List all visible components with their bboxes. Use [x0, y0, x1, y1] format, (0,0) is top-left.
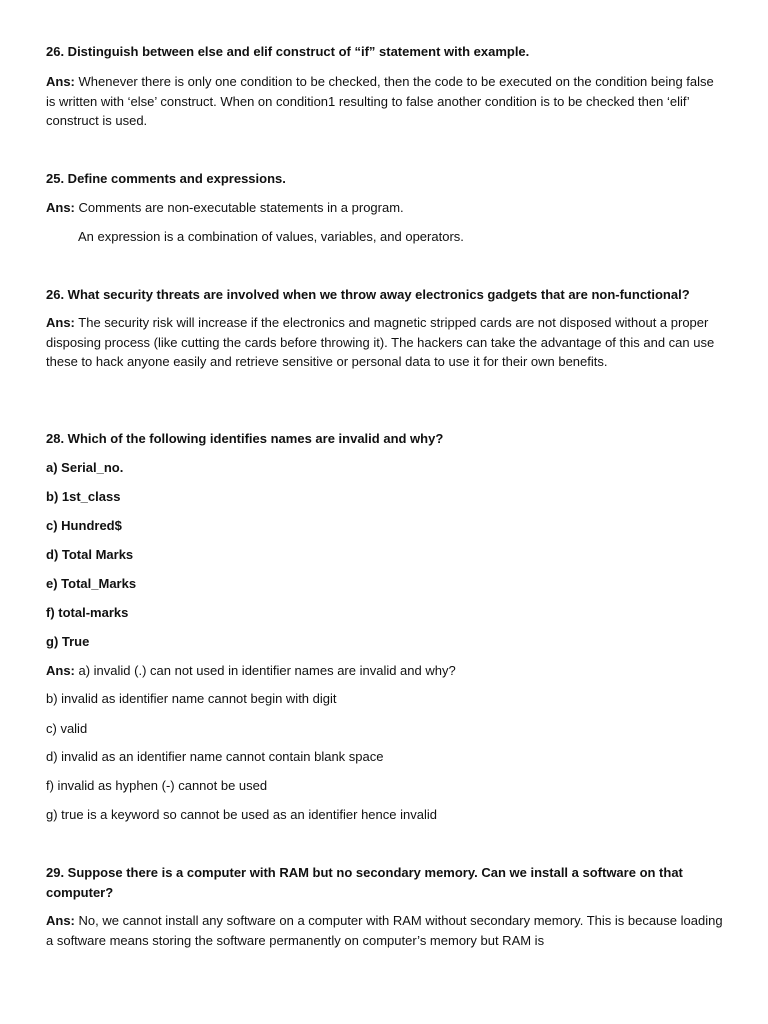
question-heading: 28. Which of the following identifies names are invalid and why? — [46, 431, 444, 446]
answer-paragraph — [46, 198, 726, 218]
answer-item: g) true is a keyword so cannot be used as an identifier hence invalid — [46, 807, 437, 822]
question-heading: 25. Define comments and expressions. — [46, 171, 286, 186]
question-heading: 26. What security threats are involved when we throw away electronics gadgets that are non-functional? — [46, 287, 690, 302]
answer-item: c) valid — [46, 721, 88, 736]
answer-item: d) invalid as an identifier name cannot contain blank space — [46, 749, 384, 764]
answer-text: The security risk will increase if the electronics and magnetic stripped cards are not disposed without a proper disposing process (like cutting the cards before throwing it). The hackers can take the advantage of this and can use these to hack anyone easily and retrieve sensitive or personal data to use it for their own benefits. — [46, 315, 715, 369]
question-heading: 26. Distinguish between else and elif construct of “if” statement with example. — [46, 44, 530, 59]
answer-label: Ans: — [46, 200, 75, 215]
answer-continuation: An expression is a combination of values, variables, and operators. — [78, 229, 464, 244]
answer-item: b) invalid as identifier name cannot begin with digit — [46, 691, 337, 706]
answer-paragraph — [46, 72, 726, 131]
answer-paragraph — [46, 911, 726, 950]
answer-text: No, we cannot install any software on a computer with RAM without secondary memory. This is because loading a software means storing the software permanently on computer’s memory but RAM is — [46, 913, 723, 948]
answer-text: a) invalid (.) can not used in identifier names are invalid and why? — [74, 663, 456, 678]
option-item: f) total-marks — [46, 605, 129, 620]
answer-text: Whenever there is only one condition to be checked, then the code to be executed on the condition being false is written with ‘else’ construct. When on condition1 resulting to false another condition is to be checked then ‘elif’ construct is used. — [46, 74, 714, 128]
option-item: g) True — [46, 634, 90, 649]
answer-paragraph — [46, 313, 726, 372]
option-item: d) Total Marks — [46, 547, 134, 562]
option-item: a) Serial_no. — [46, 460, 124, 475]
answer-label: Ans: — [46, 74, 75, 89]
answer-label: Ans: — [46, 315, 75, 330]
answer-label: Ans: — [46, 663, 75, 678]
option-item: b) 1st_class — [46, 489, 121, 504]
answer-label: Ans: — [46, 913, 75, 928]
question-heading: 29. Suppose there is a computer with RAM but no secondary memory. Can we install a software on that computer? — [46, 865, 683, 900]
option-item: c) Hundred$ — [46, 518, 122, 533]
answer-text: Comments are non-executable statements in a program. — [74, 200, 404, 215]
option-item: e) Total_Marks — [46, 576, 137, 591]
answer-paragraph — [46, 661, 726, 681]
answer-item: f) invalid as hyphen (-) cannot be used — [46, 778, 268, 793]
